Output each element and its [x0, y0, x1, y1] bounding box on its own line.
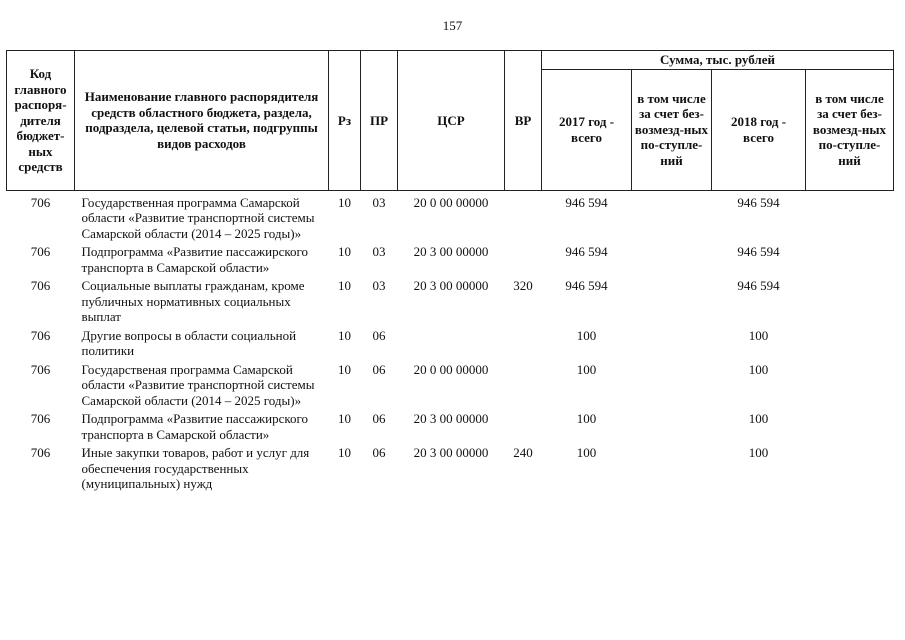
- row-csr: 20 0 00 00000: [413, 194, 489, 210]
- row-2018-total: 946 594: [737, 244, 780, 259]
- row-pr: 06: [372, 411, 386, 426]
- header-2018-total: 2018 год - всего: [712, 69, 806, 190]
- row-2017-free: [632, 411, 712, 445]
- row-2017-total: 100: [576, 445, 597, 460]
- row-code: 706: [30, 445, 51, 460]
- header-code: Код главного распоря-дителя бюджет-ных средств: [7, 51, 75, 191]
- row-2017-free: [632, 445, 712, 495]
- row-code: 706: [30, 361, 51, 377]
- row-csr: [398, 328, 505, 362]
- row-vr: [505, 411, 542, 445]
- row-name: Социальные выплаты гражданам, кроме публичных нормативных социальных выплат: [81, 278, 305, 324]
- row-name: Государственная программа Самарской области «Развитие транспортной системы Самарской области (2014 – 2025 годы)»: [81, 194, 315, 241]
- row-2017-total: 946 594: [565, 278, 608, 293]
- row-csr: 20 0 00 00000: [413, 361, 489, 377]
- row-pr: 03: [372, 194, 386, 210]
- row-rz: 10: [338, 194, 351, 210]
- row-vr: [505, 244, 542, 278]
- row-2018-total: 100: [748, 327, 769, 343]
- row-code: 706: [30, 278, 51, 293]
- row-code: 706: [30, 327, 51, 343]
- row-2017-total: 100: [576, 361, 597, 377]
- row-csr: 20 3 00 00000: [413, 445, 489, 460]
- row-pr: 06: [372, 327, 386, 343]
- row-vr: [505, 362, 542, 412]
- header-pr: ПР: [361, 51, 398, 191]
- row-csr: 20 3 00 00000: [413, 278, 489, 293]
- row-name: Подпрограмма «Развитие пассажирского транспорта в Самарской области»: [81, 244, 309, 275]
- header-rz: Рз: [329, 51, 361, 191]
- row-rz: 10: [338, 361, 351, 377]
- header-2018-free: в том числе за счет без-возмезд-ных по-ступле-ний: [806, 69, 894, 190]
- table-row: [7, 445, 894, 495]
- row-2018-free: [806, 328, 894, 362]
- row-name: Подпрограмма «Развитие пассажирского транспорта в Самарской области»: [81, 411, 309, 442]
- row-2018-free: [806, 278, 894, 328]
- row-csr: 20 3 00 00000: [413, 411, 489, 426]
- header-2017-total: 2017 год - всего: [542, 69, 632, 190]
- row-vr: 240: [513, 445, 533, 460]
- row-code: 706: [30, 411, 51, 426]
- row-2017-free: [632, 195, 712, 245]
- row-name: Государственая программа Самарской области «Развитие транспортной системы Самарской области (2014 – 2025 годы)»: [81, 361, 315, 408]
- row-2017-total: 946 594: [565, 244, 608, 259]
- row-rz: 10: [338, 244, 351, 259]
- row-2017-free: [632, 244, 712, 278]
- header-2017-free: в том числе за счет без-возмезд-ных по-ступле-ний: [632, 69, 712, 190]
- table-row: [7, 411, 894, 445]
- table-body: [7, 190, 894, 495]
- header-name: Наименование главного распорядителя средств областного бюджета, раздела, подраздела, целевой статьи, подгруппы видов расходов: [75, 51, 329, 191]
- row-2018-total: 100: [748, 361, 769, 377]
- table-row: [7, 244, 894, 278]
- row-rz: 10: [338, 327, 351, 343]
- header-csr: ЦСР: [398, 51, 505, 191]
- page-number: 157: [442, 18, 463, 33]
- row-2018-total: 100: [748, 411, 769, 426]
- table-row: [7, 328, 894, 362]
- table-row: [7, 278, 894, 328]
- row-2018-total: 946 594: [737, 194, 780, 210]
- row-pr: 03: [372, 278, 386, 293]
- row-2017-total: 100: [576, 411, 597, 426]
- row-vr: 320: [513, 278, 533, 293]
- header-sum: Сумма, тыс. рублей: [542, 51, 894, 70]
- row-vr: [505, 328, 542, 362]
- row-pr: 06: [372, 361, 386, 377]
- table-row: [7, 362, 894, 412]
- row-2017-free: [632, 362, 712, 412]
- row-code: 706: [30, 244, 51, 259]
- row-2018-free: [806, 445, 894, 495]
- row-2018-free: [806, 411, 894, 445]
- budget-table: [6, 50, 894, 495]
- row-2018-total: 946 594: [737, 278, 780, 293]
- table-row: [7, 195, 894, 245]
- row-pr: 06: [372, 445, 386, 460]
- row-2017-free: [632, 328, 712, 362]
- header-vr: ВР: [505, 51, 542, 191]
- row-rz: 10: [338, 278, 351, 293]
- row-2018-total: 100: [748, 445, 769, 460]
- row-name: Другие вопросы в области социальной политики: [81, 327, 297, 358]
- row-rz: 10: [338, 445, 351, 460]
- row-2018-free: [806, 195, 894, 245]
- row-2018-free: [806, 244, 894, 278]
- row-rz: 10: [338, 411, 351, 426]
- row-2018-free: [806, 362, 894, 412]
- row-pr: 03: [372, 244, 386, 259]
- row-2017-total: 946 594: [565, 194, 608, 210]
- row-vr: [505, 195, 542, 245]
- row-csr: 20 3 00 00000: [413, 244, 489, 259]
- row-code: 706: [30, 194, 51, 210]
- row-2017-free: [632, 278, 712, 328]
- row-name: Иные закупки товаров, работ и услуг для обеспечения государственных (муниципальных) нужд: [81, 445, 310, 491]
- row-2017-total: 100: [576, 327, 597, 343]
